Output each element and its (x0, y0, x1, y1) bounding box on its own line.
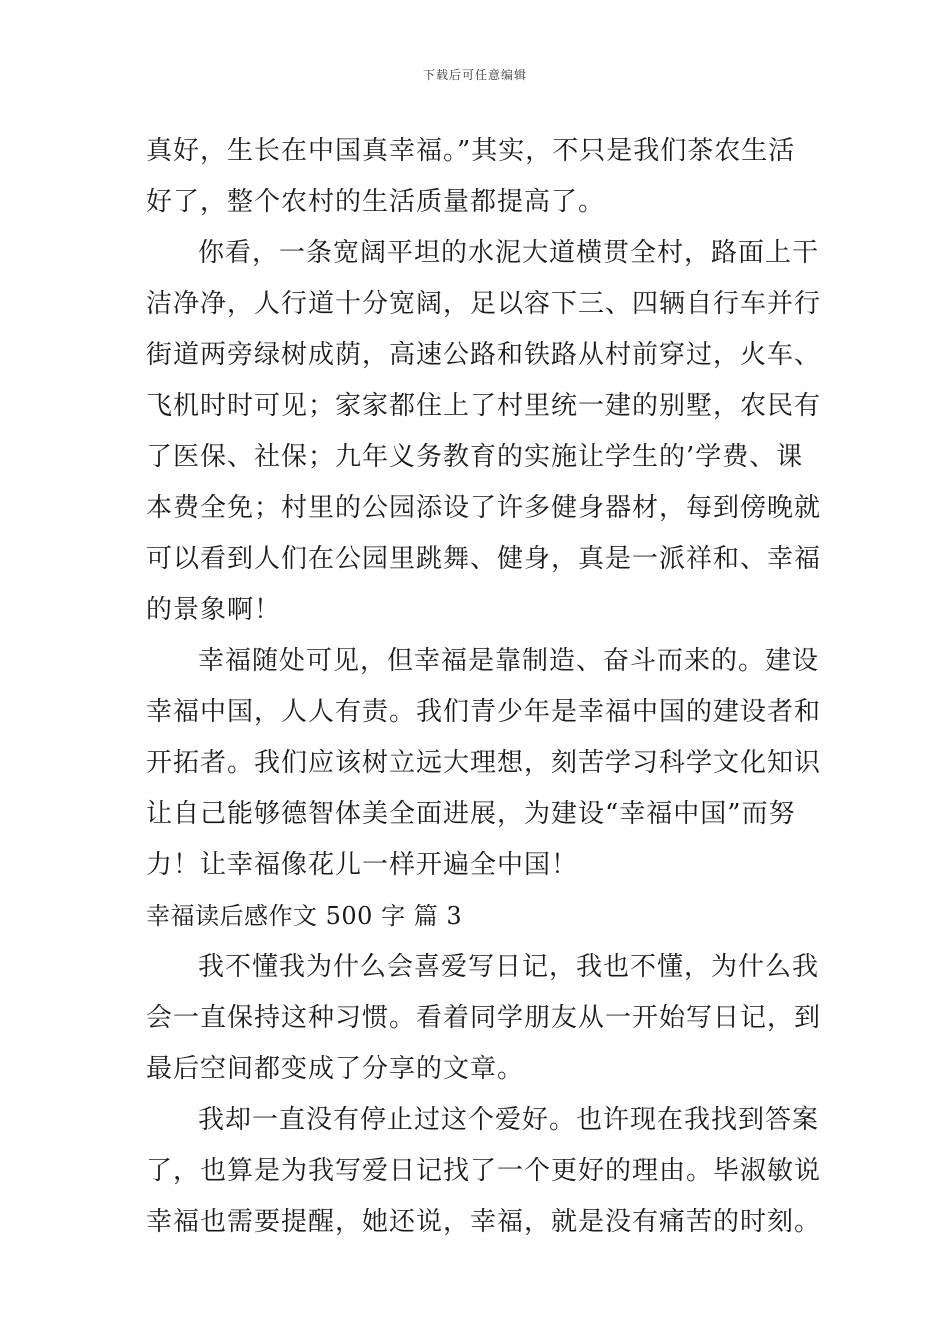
text-line: 幸福随处可见，但幸福是靠制造、奋斗而来的。建设 (198, 646, 820, 676)
text-line: 让自己能够德智体美全面进展，为建设“幸福中国”而努 (146, 799, 796, 829)
section-heading: 幸福读后感作文 500 字 篇 3 (146, 902, 463, 930)
text-line: 我却一直没有停止过这个爱好。也许现在我找到答案 (198, 1105, 820, 1135)
text-line: 本费全免；村里的公园添设了许多健身器材，每到傍晚就 (146, 493, 822, 523)
text-line: 最后空间都变成了分享的文章。 (146, 1054, 525, 1084)
text-line: 真好，生长在中国真幸福。”其实，不只是我们茶农生活 (146, 136, 796, 166)
text-line: 力！让幸福像花儿一样开遍全中国！ (146, 850, 579, 880)
text-line: 了医保、社保；九年义务教育的实施让学生的’学费、课 (146, 442, 804, 472)
text-line: 幸福中国，人人有责。我们青少年是幸福中国的建设者和 (146, 697, 822, 727)
text-line: 好了，整个农村的生活质量都提高了。 (146, 187, 606, 217)
text-line: 可以看到人们在公园里跳舞、健身，真是一派祥和、幸福 (146, 544, 822, 574)
text-line: 开拓者。我们应该树立远大理想，刻苦学习科学文化知识 (146, 748, 822, 778)
document-body (146, 126, 822, 1248)
text-line: 你看，一条宽阔平坦的水泥大道横贯全村，路面上干 (198, 238, 820, 268)
text-line: 我不懂我为什么会喜爱写日记，我也不懂，为什么我 (198, 952, 820, 982)
text-line: 幸福也需要提醒，她还说，幸福，就是没有痛苦的时刻。 (146, 1207, 822, 1237)
page-header-note: 下载后可任意编辑 (422, 68, 527, 82)
text-line: 的景象啊！ (146, 595, 282, 625)
text-line: 洁净净，人行道十分宽阔，足以容下三、四辆自行车并行 (146, 289, 822, 319)
text-line: 会一直保持这种习惯。看着同学朋友从一开始写日记，到 (146, 1003, 822, 1033)
text-line: 街道两旁绿树成荫，高速公路和铁路从村前穿过，火车、 (146, 340, 822, 370)
text-line: 飞机时时可见；家家都住上了村里统一建的别墅，农民有 (146, 391, 822, 421)
text-line: 了，也算是为我写爱日记找了一个更好的理由。毕淑敏说 (146, 1156, 822, 1186)
